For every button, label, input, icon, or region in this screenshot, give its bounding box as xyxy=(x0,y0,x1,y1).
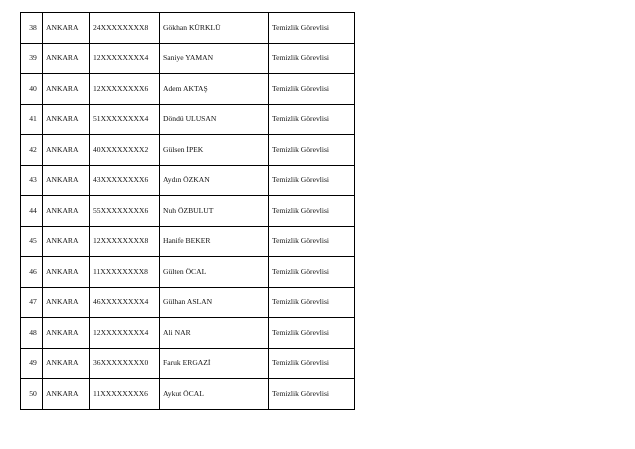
id-number-cell: 55XXXXXXXX6 xyxy=(90,196,160,227)
table-row xyxy=(21,104,355,135)
id-number-cell: 51XXXXXXXX4 xyxy=(90,104,160,135)
position-cell: Temizlik Görevlisi xyxy=(269,287,355,318)
full-name-cell: Gülsen İPEK xyxy=(160,135,269,166)
table-row xyxy=(21,318,355,349)
id-number-cell: 40XXXXXXXX2 xyxy=(90,135,160,166)
city-cell: ANKARA xyxy=(43,43,90,74)
city-cell: ANKARA xyxy=(43,348,90,379)
id-number-cell: 11XXXXXXXX6 xyxy=(90,379,160,410)
id-number-cell: 12XXXXXXXX4 xyxy=(90,43,160,74)
full-name-cell: Nuh ÖZBULUT xyxy=(160,196,269,227)
full-name-cell: Hanife BEKER xyxy=(160,226,269,257)
position-cell: Temizlik Görevlisi xyxy=(269,104,355,135)
full-name-cell: Gülhan ASLAN xyxy=(160,287,269,318)
full-name-cell: Döndü ULUSAN xyxy=(160,104,269,135)
position-cell: Temizlik Görevlisi xyxy=(269,135,355,166)
full-name-cell: Faruk ERGAZİ xyxy=(160,348,269,379)
id-number-cell: 12XXXXXXXX8 xyxy=(90,226,160,257)
table-row xyxy=(21,196,355,227)
city-cell: ANKARA xyxy=(43,13,90,44)
id-number-cell: 46XXXXXXXX4 xyxy=(90,287,160,318)
id-number-cell: 12XXXXXXXX6 xyxy=(90,74,160,105)
id-number-cell: 24XXXXXXXX8 xyxy=(90,13,160,44)
position-cell: Temizlik Görevlisi xyxy=(269,379,355,410)
id-number-cell: 43XXXXXXXX6 xyxy=(90,165,160,196)
table-row xyxy=(21,226,355,257)
table-row xyxy=(21,257,355,288)
city-cell: ANKARA xyxy=(43,165,90,196)
row-number-cell: 45 xyxy=(21,226,43,257)
table-row xyxy=(21,135,355,166)
full-name-cell: Ali NAR xyxy=(160,318,269,349)
position-cell: Temizlik Görevlisi xyxy=(269,13,355,44)
row-number-cell: 43 xyxy=(21,165,43,196)
row-number-cell: 39 xyxy=(21,43,43,74)
city-cell: ANKARA xyxy=(43,287,90,318)
city-cell: ANKARA xyxy=(43,196,90,227)
position-cell: Temizlik Görevlisi xyxy=(269,74,355,105)
full-name-cell: Saniye YAMAN xyxy=(160,43,269,74)
position-cell: Temizlik Görevlisi xyxy=(269,43,355,74)
row-number-cell: 47 xyxy=(21,287,43,318)
row-number-cell: 38 xyxy=(21,13,43,44)
position-cell: Temizlik Görevlisi xyxy=(269,226,355,257)
row-number-cell: 40 xyxy=(21,74,43,105)
city-cell: ANKARA xyxy=(43,135,90,166)
row-number-cell: 46 xyxy=(21,257,43,288)
table-row xyxy=(21,348,355,379)
row-number-cell: 49 xyxy=(21,348,43,379)
position-cell: Temizlik Görevlisi xyxy=(269,257,355,288)
table-row xyxy=(21,43,355,74)
city-cell: ANKARA xyxy=(43,74,90,105)
id-number-cell: 12XXXXXXXX4 xyxy=(90,318,160,349)
id-number-cell: 36XXXXXXXX0 xyxy=(90,348,160,379)
row-number-cell: 44 xyxy=(21,196,43,227)
position-cell: Temizlik Görevlisi xyxy=(269,348,355,379)
id-number-cell: 11XXXXXXXX8 xyxy=(90,257,160,288)
personnel-table-body xyxy=(21,13,355,410)
table-row xyxy=(21,379,355,410)
full-name-cell: Gülten ÖCAL xyxy=(160,257,269,288)
position-cell: Temizlik Görevlisi xyxy=(269,196,355,227)
position-cell: Temizlik Görevlisi xyxy=(269,318,355,349)
table-row xyxy=(21,287,355,318)
row-number-cell: 41 xyxy=(21,104,43,135)
table-row xyxy=(21,74,355,105)
personnel-table xyxy=(20,12,355,410)
full-name-cell: Aykut ÖCAL xyxy=(160,379,269,410)
table-row xyxy=(21,13,355,44)
city-cell: ANKARA xyxy=(43,226,90,257)
position-cell: Temizlik Görevlisi xyxy=(269,165,355,196)
city-cell: ANKARA xyxy=(43,104,90,135)
row-number-cell: 48 xyxy=(21,318,43,349)
full-name-cell: Adem AKTAŞ xyxy=(160,74,269,105)
row-number-cell: 50 xyxy=(21,379,43,410)
full-name-cell: Gökhan KÜRKLÜ xyxy=(160,13,269,44)
city-cell: ANKARA xyxy=(43,318,90,349)
city-cell: ANKARA xyxy=(43,257,90,288)
table-row xyxy=(21,165,355,196)
row-number-cell: 42 xyxy=(21,135,43,166)
city-cell: ANKARA xyxy=(43,379,90,410)
full-name-cell: Aydın ÖZKAN xyxy=(160,165,269,196)
